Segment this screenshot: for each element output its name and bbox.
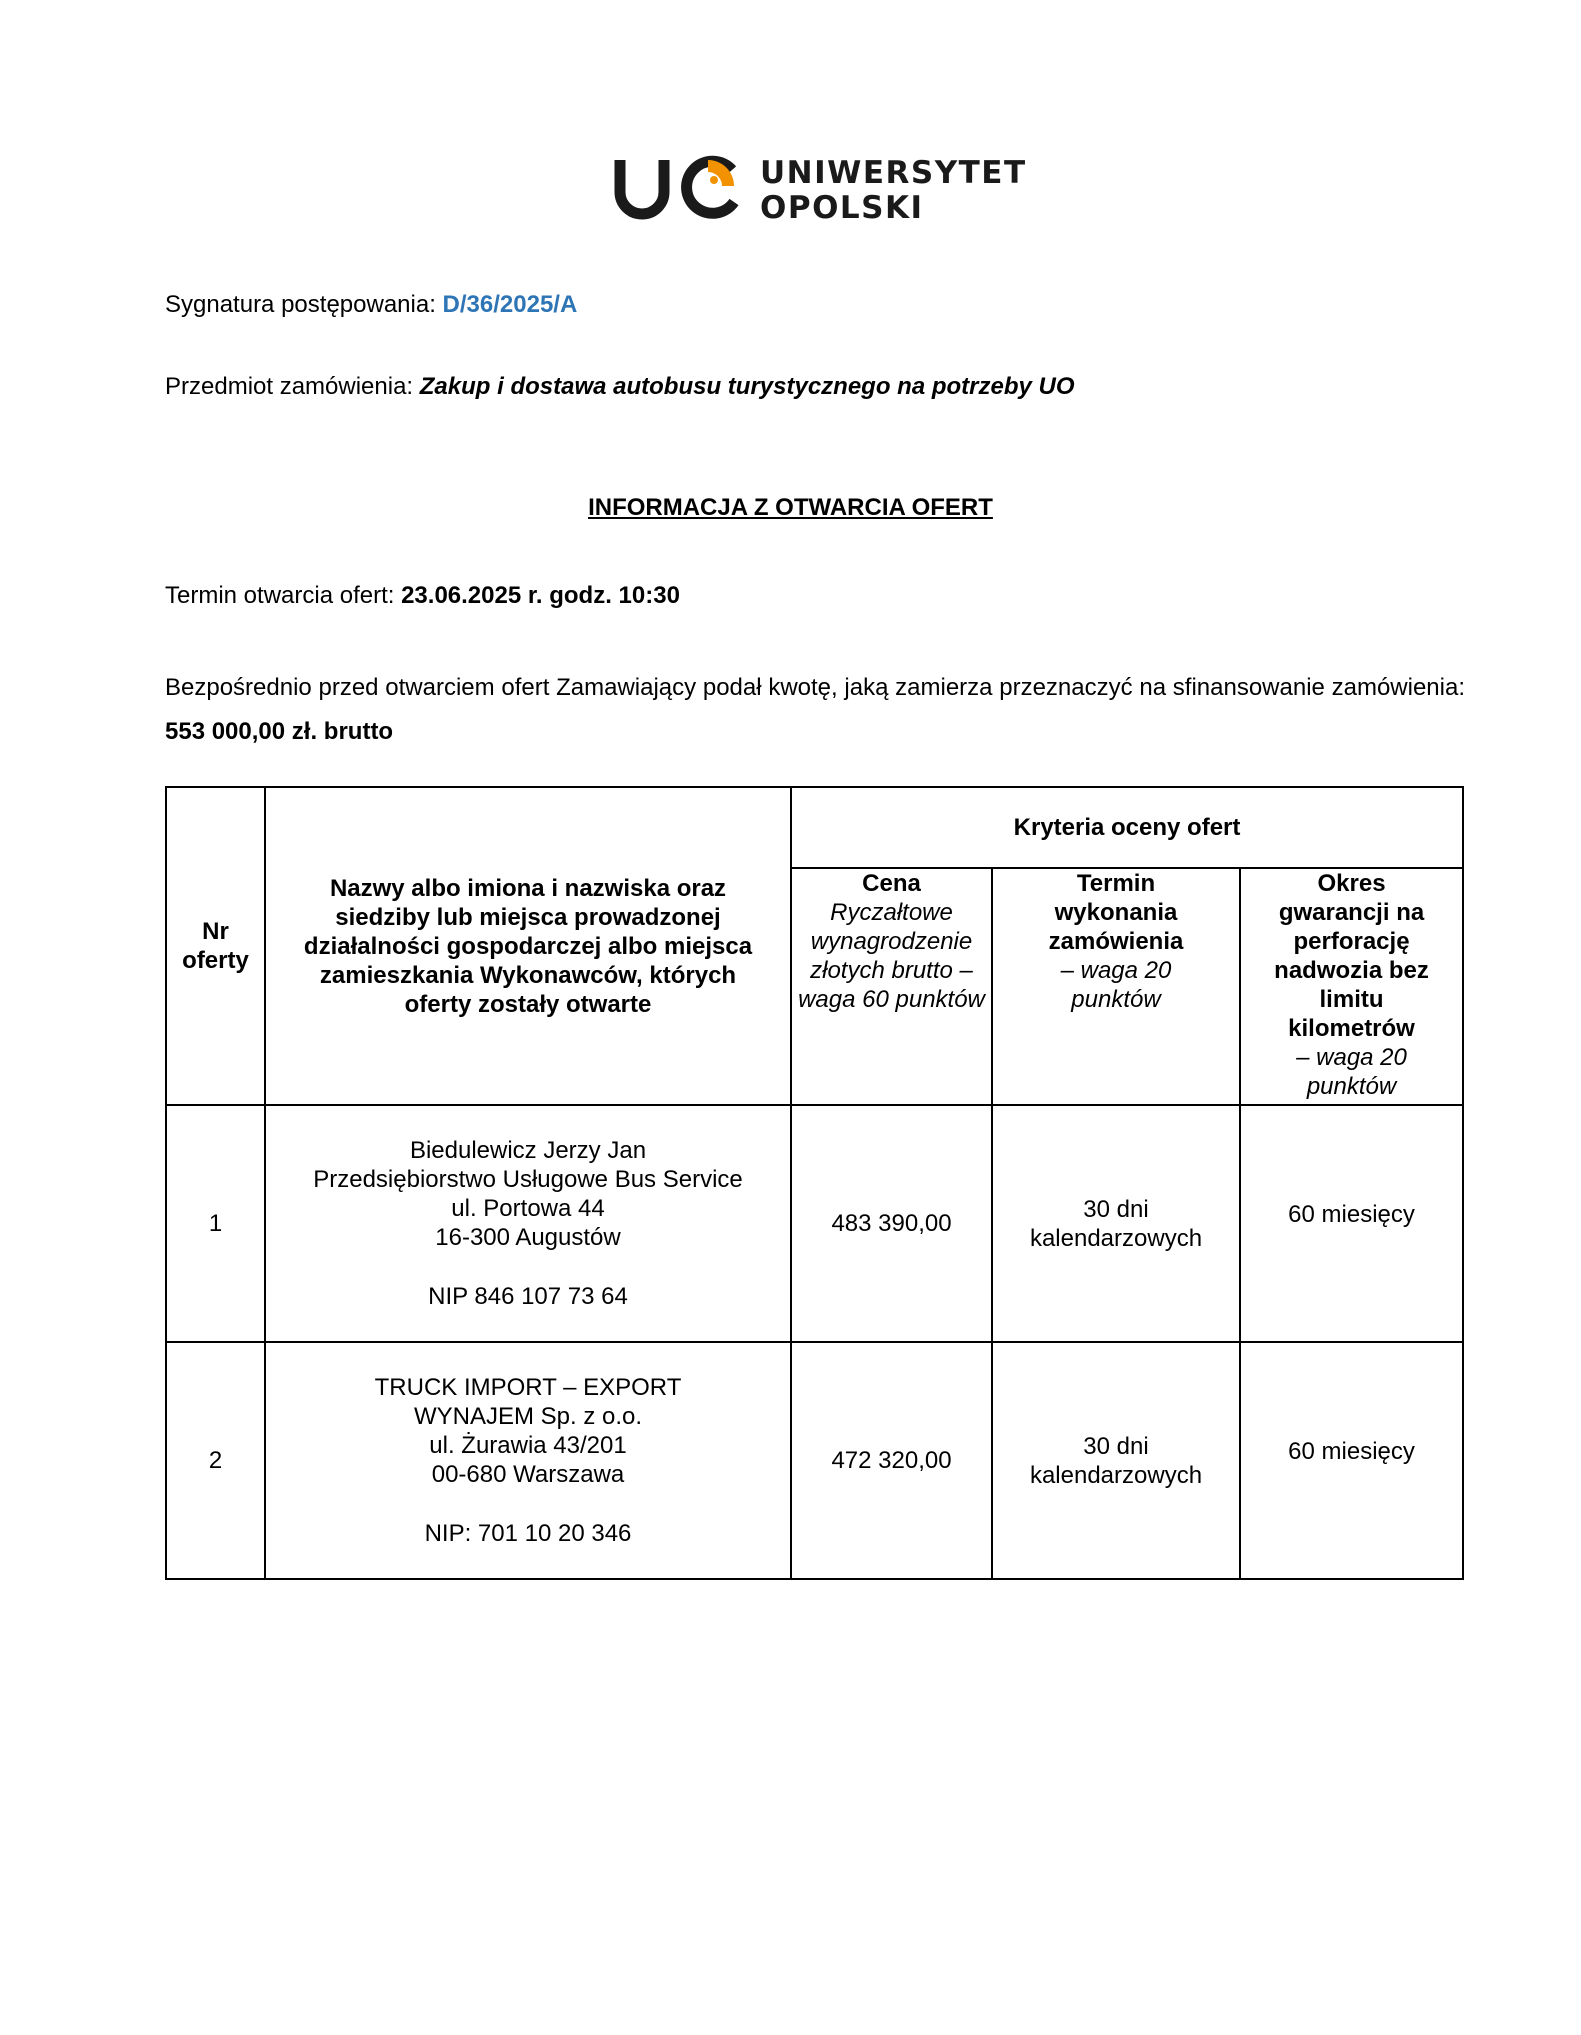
opening-date-label: Termin otwarcia ofert:: [165, 582, 402, 609]
criteria-warranty: [1240, 868, 1463, 1105]
contractor-nip: NIP 846 107 73 64: [428, 1283, 628, 1310]
university-logo: [614, 150, 1027, 230]
offer-contractor: [265, 1105, 791, 1342]
offer-term: 30 dni kalendarzowych: [992, 1342, 1240, 1579]
offer-nr: 2: [166, 1342, 265, 1579]
offers-table: [165, 786, 1464, 1580]
offer-warranty: 60 miesięcy: [1240, 1342, 1463, 1579]
offer-nr: 1: [166, 1105, 265, 1342]
offer-price: 472 320,00: [791, 1342, 992, 1579]
signature-line: [165, 290, 1465, 320]
logo-line-2: OPOLSKI: [760, 190, 924, 226]
offer-term: 30 dni kalendarzowych: [992, 1105, 1240, 1342]
logo-line-1: UNIWERSYTET: [760, 155, 1027, 191]
offer-price: 483 390,00: [791, 1105, 992, 1342]
criteria-warranty-title: Okres gwarancji na perforację nadwozia bez limitu kilometrów: [1274, 870, 1429, 1042]
subject-label: Przedmiot zamówienia:: [165, 373, 420, 400]
uo-logo-mark-icon: [614, 154, 750, 220]
signature-label: Sygnatura postępowania:: [165, 291, 443, 318]
criteria-warranty-detail: – waga 20 punktów: [1296, 1044, 1407, 1100]
subject-line: [165, 372, 1465, 402]
criteria-price-title: Cena: [862, 870, 921, 897]
opening-date-line: [165, 581, 1465, 611]
table-row: [166, 1342, 1463, 1579]
opening-date-value: 23.06.2025 r. godz. 10:30: [401, 582, 680, 609]
contractor-address: Biedulewicz Jerzy Jan Przedsiębiorstwo Usługowe Bus Service ul. Portowa 44 16-300 Augustów: [313, 1137, 743, 1251]
offer-contractor: [265, 1342, 791, 1579]
table-header-row: [166, 787, 1463, 868]
col-header-nr: Nr oferty: [166, 787, 265, 1105]
criteria-term-detail: – waga 20 punktów: [1060, 957, 1172, 1013]
contractor-nip: NIP: 701 10 20 346: [424, 1520, 632, 1547]
criteria-price-detail: Ryczałtowe wynagrodzenie złotych brutto – waga 60 punktów: [798, 899, 985, 1013]
page-title: INFORMACJA Z OTWARCIA OFERT: [588, 494, 993, 521]
contractor-address: TRUCK IMPORT – EXPORT WYNAJEM Sp. z o.o. ul. Żurawia 43/201 00-680 Warszawa: [374, 1374, 682, 1488]
criteria-term-title: Termin wykonania zamówienia: [1048, 870, 1184, 955]
signature-value: D/36/2025/A: [442, 291, 578, 318]
criteria-header: Kryteria oceny ofert: [791, 787, 1463, 868]
table-row: [166, 1105, 1463, 1342]
logo-wordmark: [760, 156, 1027, 226]
col-header-name: Nazwy albo imiona i nazwiska oraz siedziby lub miejsca prowadzonej działalności gospodarczej albo miejsca zamieszkania Wykonawców, których oferty zostały otwarte: [265, 787, 791, 1105]
budget-value: 553 000,00 zł. brutto: [165, 718, 394, 745]
budget-text: Bezpośrednio przed otwarciem ofert Zamawiający podał kwotę, jaką zamierza przeznaczyć na sfinansowanie zamówienia:: [165, 674, 1465, 701]
offer-warranty: 60 miesięcy: [1240, 1105, 1463, 1342]
criteria-price: [791, 868, 992, 1105]
budget-paragraph: [165, 666, 1465, 754]
criteria-term: [992, 868, 1240, 1105]
subject-value: Zakup i dostawa autobusu turystycznego na potrzeby UO: [419, 373, 1075, 400]
